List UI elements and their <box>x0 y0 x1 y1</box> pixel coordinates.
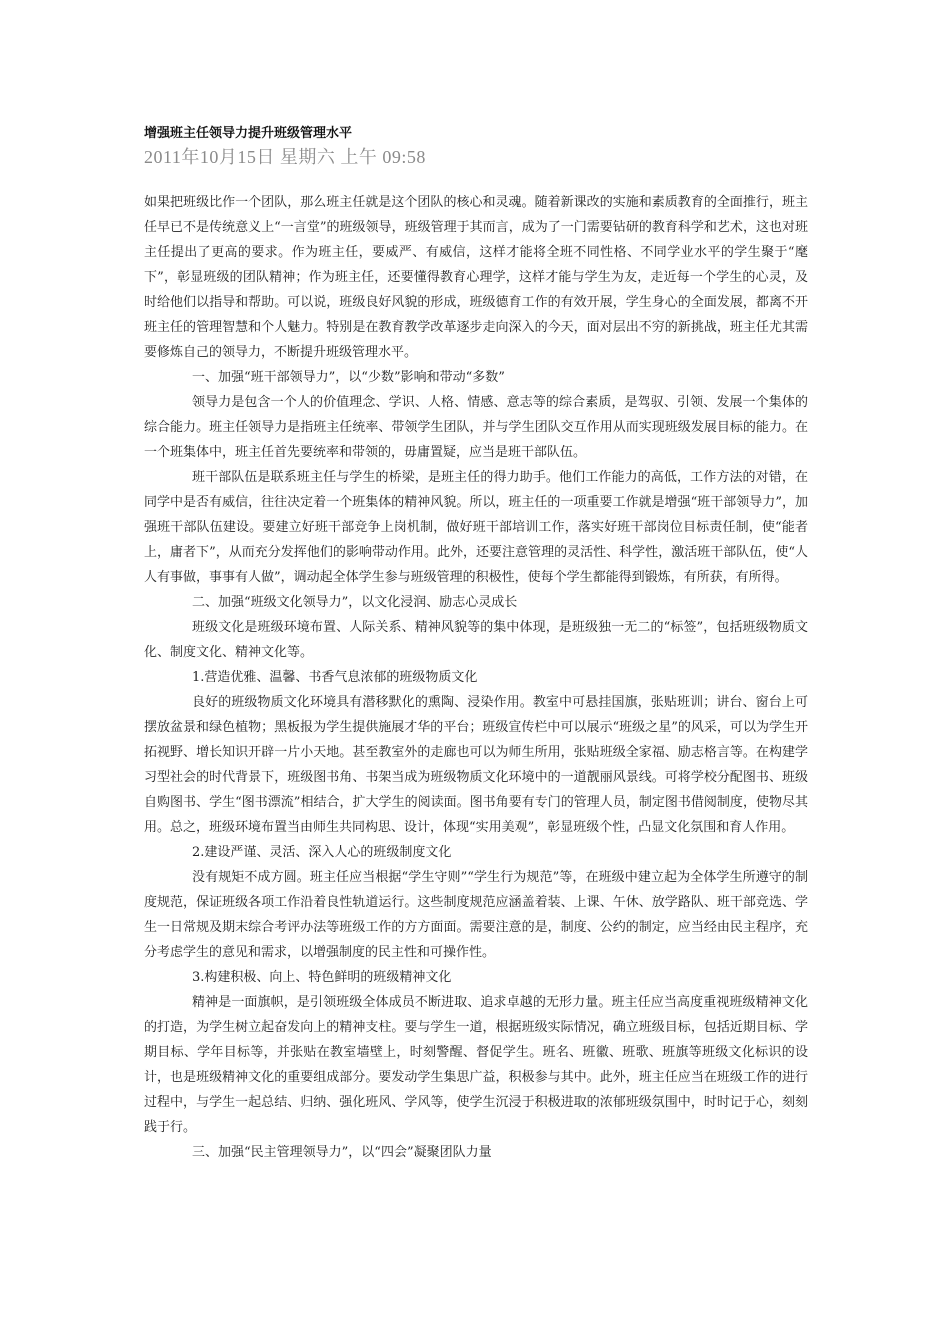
article-date: 2011年10月15日 星期六 上午 09:58 <box>144 147 426 167</box>
paragraph: 良好的班级物质文化环境具有潜移默化的熏陶、浸染作用。教室中可悬挂国旗，张贴班训；讲台、窗台上可摆放盆景和绿色植物；黑板报为学生提供施展才华的平台；班级宣传栏中可以展示“班级之星”的风采，可以为学生开拓视野、增长知识开辟一片小天地。甚至教室外的走廊也可以为师生所用，张贴班级全家福、励志格言等。在构建学习型社会的时代背景下，班级图书角、书架当成为班级物质文化环境中的一道靓丽风景线。可将学校分配图书、班级自购图书、学生“图书漂流”相结合，扩大学生的阅读面。图书角要有专门的管理人员，制定图书借阅制度，使物尽其用。总之，班级环境布置当由师生共同构思、设计，体现“实用美观”，彰显班级个性，凸显文化氛围和育人作用。 <box>144 695 808 835</box>
paragraph: 三、加强“民主管理领导力”，以“四会”凝聚团队力量 <box>192 1145 492 1160</box>
paragraph: 班干部队伍是联系班主任与学生的桥梁，是班主任的得力助手。他们工作能力的高低，工作方法的对错，在同学中是否有威信，往往决定着一个班集体的精神风貌。所以，班主任的一项重要工作就是增强“班干部领导力”，加强班干部队伍建设。要建立好班干部竞争上岗机制，做好班干部培训工作，落实好班干部岗位目标责任制，使“能者上，庸者下”，从而充分发挥他们的影响带动作用。此外，还要注意管理的灵活性、科学性，激活班干部队伍，使“人人有事做，事事有人做”，调动起全体学生参与班级管理的积极性，使每个学生都能得到锻炼，有所获，有所得。 <box>144 470 808 585</box>
paragraph: 精神是一面旗帜，是引领班级全体成员不断进取、追求卓越的无形力量。班主任应当高度重视班级精神文化的打造，为学生树立起奋发向上的精神支柱。要与学生一道，根据班级实际情况，确立班级目标，包括近期目标、学期目标、学年目标等，并张贴在教室墙壁上，时刻警醒、督促学生。班名、班徽、班歌、班旗等班级文化标识的设计，也是班级精神文化的重要组成部分。要发动学生集思广益，积极参与其中。此外，班主任应当在班级工作的进行过程中，与学生一起总结、归纳、强化班风、学风等，使学生沉浸于积极进取的浓郁班级氛围中，时时记于心，刻刻践于行。 <box>144 995 808 1135</box>
paragraph: 如果把班级比作一个团队，那么班主任就是这个团队的核心和灵魂。随着新课改的实施和素质教育的全面推行，班主任早已不是传统意义上“一言堂”的班级领导，班级管理于其而言，成为了一门需要钻研的教育科学和艺术，这也对班主任提出了更高的要求。作为班主任，要威严、有威信，这样才能将全班不同性格、不同学业水平的学生聚于“麾下”，彰显班级的团队精神；作为班主任，还要懂得教育心理学，这样才能与学生为友，走近每一个学生的心灵，及时给他们以指导和帮助。可以说，班级良好风貌的形成，班级德育工作的有效开展，学生身心的全面发展，都离不开班主任的管理智慧和个人魅力。特别是在教育教学改革逐步走向深入的今天，面对层出不穷的新挑战，班主任尤其需要修炼自己的领导力，不断提升班级管理水平。 <box>144 195 808 360</box>
paragraph: 1.营造优雅、温馨、书香气息浓郁的班级物质文化 <box>192 670 478 685</box>
paragraph: 班级文化是班级环境布置、人际关系、精神风貌等的集中体现，是班级独一无二的“标签”，包括班级物质文化、制度文化、精神文化等。 <box>144 620 808 660</box>
document-page <box>144 124 808 1165</box>
paragraph: 2.建设严谨、灵活、深入人心的班级制度文化 <box>192 845 452 860</box>
article-title: 增强班主任领导力提升班级管理水平 <box>144 126 353 141</box>
paragraph: 领导力是包含一个人的价值理念、学识、人格、情感、意志等的综合素质，是驾驭、引领、发展一个集体的综合能力。班主任领导力是指班主任统率、带领学生团队，并与学生团队交互作用从而实现班级发展目标的能力。在一个班集体中，班主任首先要统率和带领的，毋庸置疑，应当是班干部队伍。 <box>144 395 808 460</box>
paragraph: 一、加强“班干部领导力”，以“少数”影响和带动“多数” <box>192 370 505 385</box>
article-body <box>144 190 808 1165</box>
paragraph: 二、加强“班级文化领导力”，以文化浸润、励志心灵成长 <box>192 595 518 610</box>
paragraph: 3.构建积极、向上、特色鲜明的班级精神文化 <box>192 970 452 985</box>
paragraph: 没有规矩不成方圆。班主任应当根据“学生守则”“学生行为规范”等，在班级中建立起为全体学生所遵守的制度规范，保证班级各项工作沿着良性轨道运行。这些制度规范应涵盖着装、上课、午休、放学路队、班干部竞选、学生一日常规及期末综合考评办法等班级工作的方方面面。需要注意的是，制度、公约的制定，应当经由民主程序，充分考虑学生的意见和需求，以增强制度的民主性和可操作性。 <box>144 870 808 960</box>
